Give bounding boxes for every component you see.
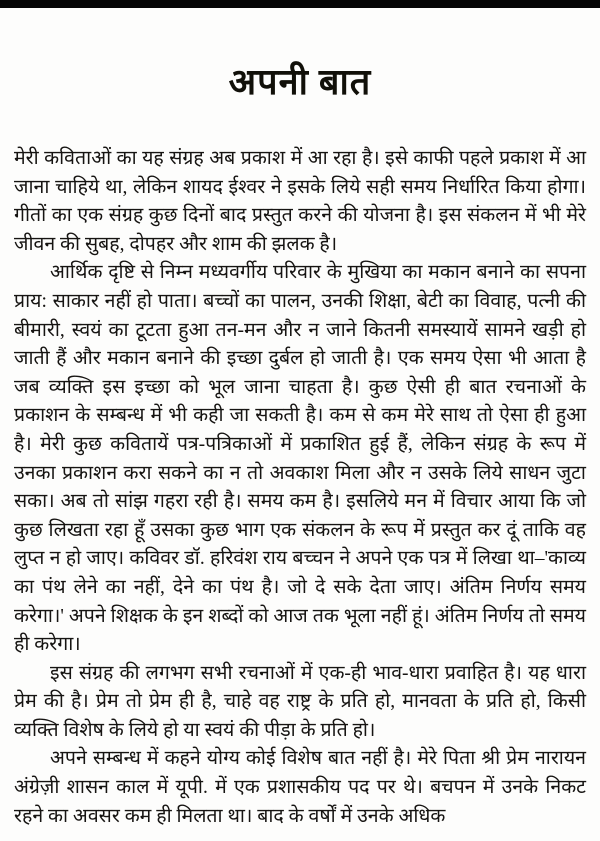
paragraph: आर्थिक दृष्टि से निम्न मध्यवर्गीय परिवार के मुखिया का मकान बनाने का सपना प्राय: साकार नहीं हो पाता। बच्चों का पालन, उनकी शिक्षा, बेटी का विवाह, पत्नी की बीमारी, स्वयं का टूटता हुआ तन-मन और न जाने कितनी समस्यायें सामने खड़ी हो जाती हैं और मकान बनाने की इच्छा दुर्बल हो जाती है। एक समय ऐसा भी आता है जब व्यक्ति इस इच्छा को भूल जाना चाहता है। कुछ ऐसी ही बात रचनाओं के प्रकाशन के सम्बन्ध में भी कही जा सकती है। कम से कम मेरे साथ तो ऐसा ही हुआ है। मेरी कुछ कवितायें पत्र-पत्रिकाओं में प्रकाशित हुई हैं, लेकिन संग्रह के रूप में उनका प्रकाशन करा सकने का न तो अवकाश मिला और न उसके लिये साधन जुटा सका। अब तो सांझ गहरा रही है। समय कम है। इसलिये मन में विचार आया कि जो कुछ लिखता रहा हूँ उसका कुछ भाग एक संकलन के रूप में प्रस्तुत कर दूं ताकि वह लुप्त न हो जाए। कविवर डॉ. हरिवंश राय बच्चन ने अपने एक पत्र में लिखा था–'काव्य का पंथ लेने का नहीं, देने का पंथ है। जो दे सके देता जाए। अंतिम निर्णय समय करेगा।' अपने शिक्षक के इन शब्दों को आज तक भूला नहीं हूं। अंतिम निर्णय तो समय ही करेगा। (14, 262, 586, 656)
scan-edge-strip (0, 0, 600, 8)
paragraph: अपने सम्बन्ध में कहने योग्य कोई विशेष बात नहीं है। मेरे पिता श्री प्रेम नारायन अंग्रेज़ी शासन काल में यूपी. में एक प्रशासकीय पद पर थे। बचपन में उनके निकट रहने का अवसर कम ही मिलता था। बाद के वर्षों में उनके अधिक (14, 748, 586, 827)
paragraph: मेरी कविताओं का यह संग्रह अब प्रकाश में आ रहा है। इसे काफी पहले प्रकाश में आ जाना चाहिये था, लेकिन शायद ईश्वर ने इसके लिये सही समय निर्धारित किया होगा। गीतों का एक संग्रह कुछ दिनों बाद प्रस्तुत करने की योजना है। इस संकलन में भी मेरे जीवन की सुबह, दोपहर और शाम की झलक है। (14, 148, 586, 255)
page-title: अपनी बात (228, 62, 372, 102)
paragraph: इस संग्रह की लगभग सभी रचनाओं में एक-ही भाव-धारा प्रवाहित है। यह धारा प्रेम की है। प्रेम तो प्रेम ही है, चाहे वह राष्ट्र के प्रति हो, मानवता के प्रति हो, किसी व्यक्ति विशेष के लिये हो या स्वयं की पीड़ा के प्रति हो। (14, 662, 586, 741)
page-body (0, 145, 600, 831)
